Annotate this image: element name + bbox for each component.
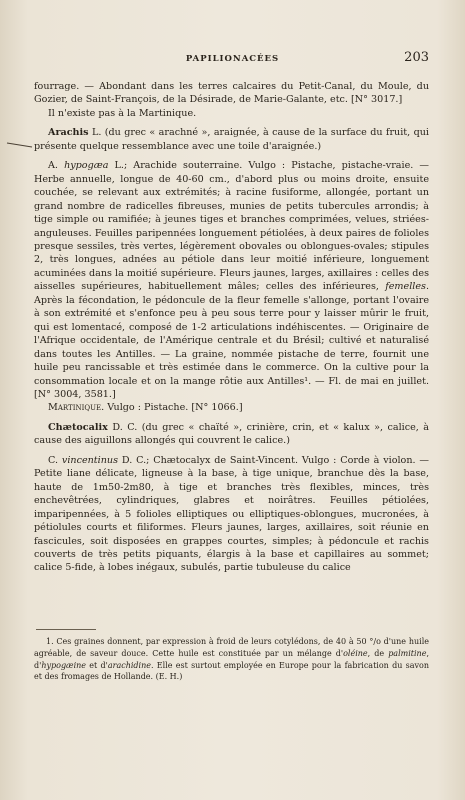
species-hypogaea-entry — [34, 159, 429, 401]
genus-arachis-description: L. (du grec « arachné », araignée, à cause de la surface du fruit, qui présente quelque ressemblance avec une toile d'araignée.) — [34, 127, 429, 152]
footnote-divider — [36, 629, 96, 630]
species-vincentinus-entry — [34, 454, 429, 575]
footnote-text-3: , d' — [34, 648, 429, 670]
species-name-hypogaea: hypogæa — [64, 160, 109, 172]
species-hypogaea-description: L.; Arachide souterraine. Vulgo : Pistache, pistache-vraie. — Herbe annuelle, longue de 40-60 cm., d'abord plus ou moins droite, ensuite couchée, se relevant aux extrémités; à racine fusiforme, allongée, portant un grand nombre de radicelles fibreuses, munies de petits tubercules arrondis; à tige simple ou ramifiée; à jeunes tiges et branches comprimées, velues, striées-anguleuses. Feuilles paripennées longuement pétiolées, à deux paires de folioles presque sessiles, très vertes, légèrement obovales ou oblongues-ovales; stipules 2, très longues, adnées au pétiole dans leur moitié inférieure, longuement acuminées dans la moitié supérieure. Fleurs jaunes, larges, axillaires : celles des aisselles supérieures, habituellement mâles; celles des inférieures, — [34, 160, 429, 293]
term-femelles: femelles — [385, 281, 426, 293]
page-header — [0, 52, 465, 68]
footnote-text-1: 1. Ces graines donnent, par expression à froid de leurs cotylédons, de 40 à 50 °/o d'une huile agréable, de saveur douce. Cette huile est constituée par un mélange d' — [34, 637, 429, 658]
body-text — [34, 80, 429, 575]
species-vincentinus-description: D. C.; Chætocalyx de Saint-Vincent. Vulgo : Corde à violon. — Petite liane délicate, ligneuse à la base, à tige unique, branchue dès la base, haute de 1m50-2m80, à tige et branches très flexibles, minces, très enchevêtrées, cylindriques, glabres et noirâtres. Feuilles pétiolées, imparipennées, à 5 folioles elliptiques ou elliptiques-oblongues, mucronées, à pétiolules courts et filiformes. Fleurs jaunes, larges, axillaires, soit réunie en fascicules, soit disposées en grappes courtes, simples; à pédoncule et rachis couverts de très petits piquants, élargis à la base et capillaires au sommet; calice 5-fide, à lobes inégaux, subulés, partie tubuleuse du calice — [34, 454, 429, 574]
page-number: 203 — [404, 50, 429, 65]
running-title: PAPILIONACÉES — [185, 54, 280, 64]
species-hypogaea-prefix: A. — [48, 160, 65, 172]
genus-arachis-entry — [34, 126, 429, 153]
genus-chaetocalix-description: D. C. (du grec « chaïté », crinière, crin, et « kalux », calice, à cause des aiguillons allongés qui couvrent le calice.) — [34, 421, 429, 447]
footnote-term-palmitine: palmitine — [388, 648, 427, 658]
martinique-description: Vulgo : Pistache. [N° 1066.] — [104, 402, 243, 414]
martinique-label: Martinique. — [48, 402, 105, 414]
footnote-text-2: , de — [367, 648, 389, 658]
martinique-entry — [34, 401, 429, 414]
genus-name-arachis: Arachis — [48, 127, 89, 139]
genus-chaetocalix-entry — [34, 421, 429, 448]
paragraph-martinique-note: Il n'existe pas à la Martinique. — [48, 107, 197, 119]
footnote-term-hypogeine: hypogæine — [41, 660, 87, 670]
footnote — [34, 636, 429, 683]
species-vincentinus-prefix: C. — [48, 454, 62, 466]
footnote-text-4: et d' — [86, 660, 108, 670]
margin-mark-icon — [6, 141, 34, 149]
footnote-text-5: . Elle est surtout employée en Europe pour la fabrication du savon et des fromages de Hollande. (E. H.) — [34, 660, 429, 682]
paragraph-fourrage: fourrage. — Abondant dans les terres calcaires du Petit-Canal, du Moule, du Gozier, de Saint-François, de la Désirade, de Marie-Galante, etc. [N° 3017.] — [34, 81, 429, 106]
species-hypogaea-description-2: . Après la fécondation, le pédoncule de la fleur femelle s'allonge, portant l'ovaire à son extrémité et s'enfonce peu à peu sous terre pour y laisser mûrir le fruit, qui est lomentacé, composé de 1-2 articulations indéhiscentes. — Originaire de l'Afrique occidentale, de l'Amérique centrale et du Brésil; cultivé et naturalisé dans toutes les Antilles. — La graine, nommée pistache de terre, fournit une huile peu rancissable et très estimée dans le commerce. On la cultive pour la consommation locale et on la mange rôtie aux Antilles¹. — Fl. de mai en juillet. [N° 3004, 3581.] — [34, 281, 429, 400]
footnote-term-arachidine: arachidine — [107, 660, 151, 670]
footnote-term-oleine: oléine — [343, 648, 368, 658]
genus-name-chaetocalix: Chætocalix — [48, 421, 108, 433]
species-name-vincentinus: vincentinus — [61, 454, 119, 466]
